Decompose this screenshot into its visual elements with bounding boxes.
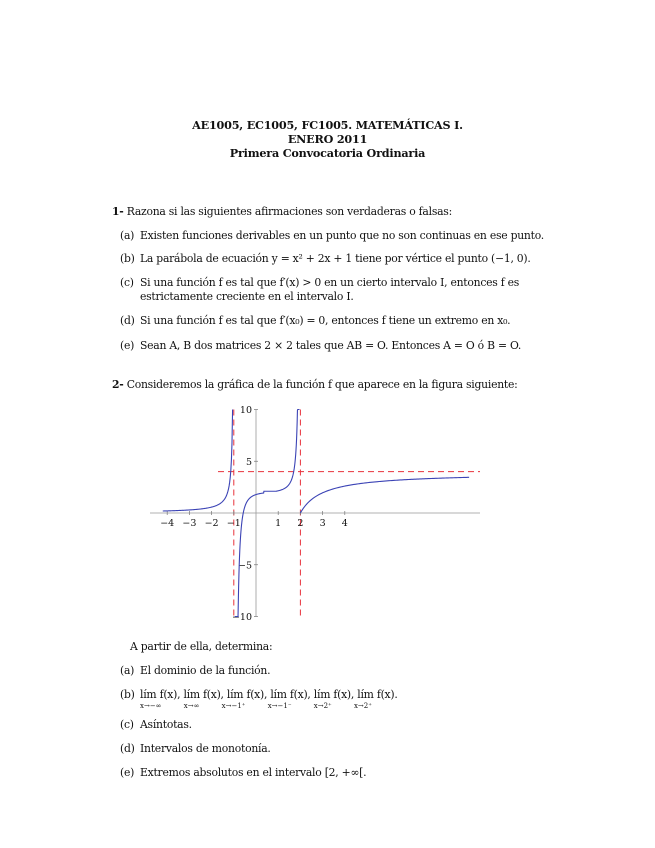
q2-item-e: (e) Extremos absolutos en el intervalo [2, +∞[. [120,766,367,779]
x-tick-label: −4 [160,518,175,529]
q1-item-c-continued: estrictamente creciente en el intervalo I. [140,290,354,303]
x-tick-label: 1 [275,518,282,529]
x-tick-label: 2 [297,518,304,529]
x-tick-label: 3 [319,518,326,529]
q1-item-d: (d) Si una función f es tal que f′(x₀) = 0, entonces f tiene un extremo en x₀. [120,314,511,327]
x-tick-label: −3 [182,518,197,529]
q1-item-e: (e) Sean A, B dos matrices 2 × 2 tales que AB = O. Entonces A = O ó B = O. [120,339,522,352]
curve-right-branch [300,477,469,513]
q1-item-b: (b) La parábola de ecuación y = x² + 2x + 1 tiene por vértice el punto (−1, 0). [120,252,531,265]
y-tick-label: −10 [231,612,252,623]
q2-item-b-limits: x→−∞ x→∞ x→−1⁺ x→−1⁻ x→2⁺ x→2⁺ [140,702,372,710]
q1-item-c: (c) Si una función f es tal que f′(x) > 0 en un cierto intervalo I, entonces f es [120,276,520,289]
q2-item-d: (d) Intervalos de monotonía. [120,742,271,755]
x-tick-label: −2 [204,518,219,529]
y-tick-label: −5 [237,560,252,572]
x-tick-label: 4 [341,518,348,529]
exam-title: AE1005, EC1005, FC1005. MATEMÁTICAS I. [192,118,463,132]
question-1-number: 1- [112,205,124,218]
x-tick-label: −1 [226,518,241,529]
exam-date: ENERO 2011 [287,132,368,146]
y-tick-label: 10 [239,405,252,416]
question-1-statement: 1- Razona si las siguientes afirmaciones son verdaderas o falsas: [112,205,452,218]
q1-item-a: (a) Existen funciones derivables en un punto que no son continuas en ese punto. [120,229,544,242]
curve-left-branch [163,410,233,512]
question-2-number: 2- [112,378,124,391]
y-tick-label: 5 [245,456,252,468]
q2-item-b: (b) lím f(x), lím f(x), lím f(x), lím f(x), lím f(x), lím f(x). [120,688,398,701]
exam-session: Primera Convocatoria Ordinaria [229,146,426,160]
q2-item-a: (a) El dominio de la función. [120,664,271,677]
question-2-statement: 2- Consideremos la gráfica de la función f que aparece en la figura siguiente: [112,378,518,391]
q2-item-c: (c) Asíntotas. [120,718,192,731]
q2-intro: A partir de ella, determina: [130,640,273,653]
